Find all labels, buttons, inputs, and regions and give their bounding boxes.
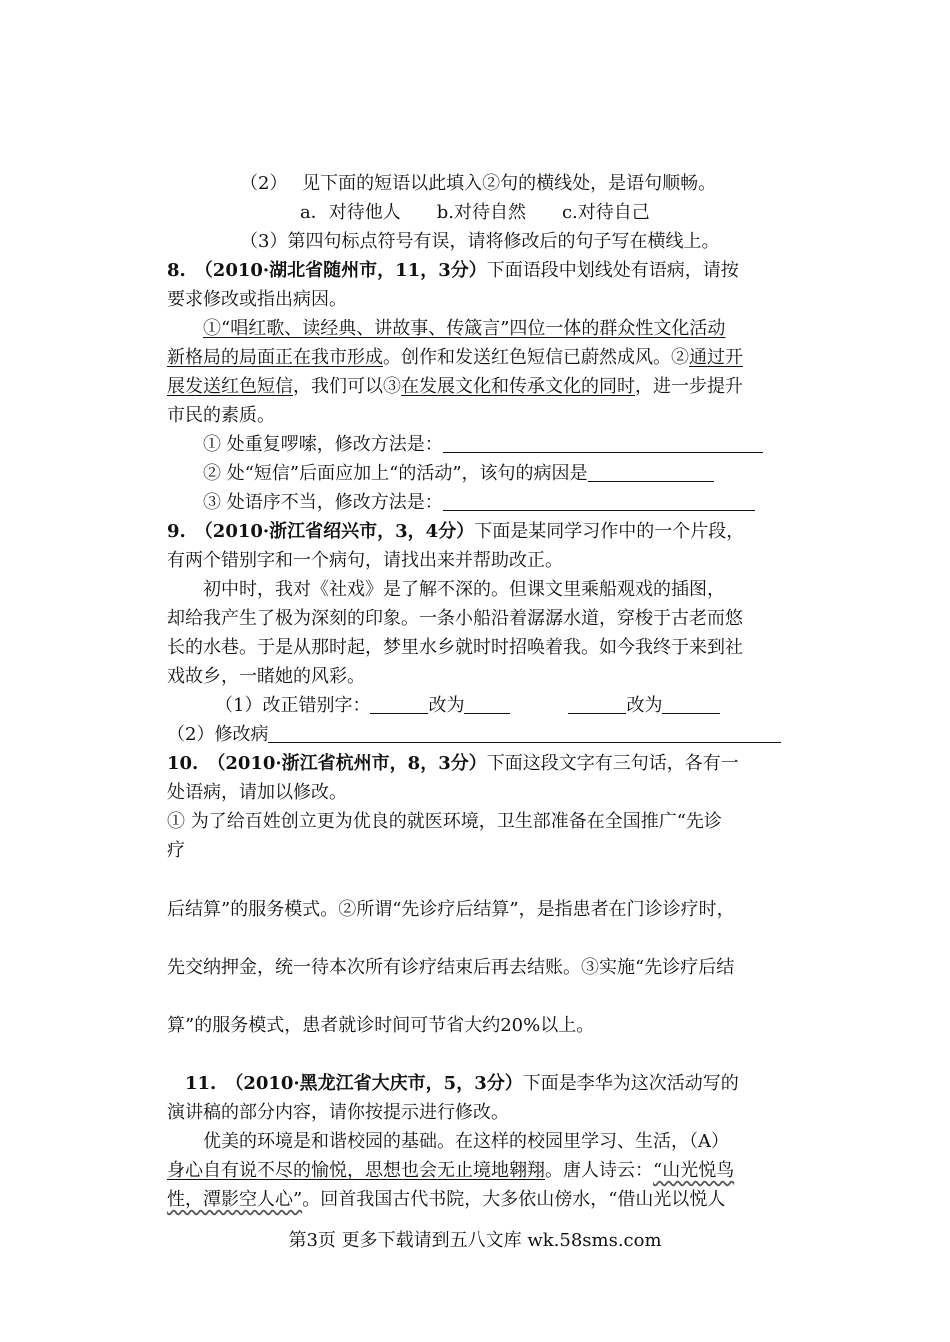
q9-passage-line-3: 长的水巷。于是从那时起，梦里水乡就时时招唤着我。如今我终于来到社	[167, 637, 743, 658]
q9-sub2	[167, 723, 781, 747]
answer-blank[interactable]	[568, 695, 626, 714]
q10-title-line	[167, 752, 739, 776]
q11-title-line	[185, 1072, 739, 1096]
q9-passage-line-2: 却给我产生了极为深刻的印象。一条小船沿着潺潺水道，穿梭于古老而悠	[167, 608, 743, 629]
q11-passage-text: 。唐人诗云：	[545, 1160, 653, 1181]
q8-underlined-phrase-2b: 展发送红色短信	[167, 376, 293, 397]
answer-blank[interactable]	[443, 492, 755, 511]
answer-blank[interactable]	[464, 695, 510, 714]
q10-sentence-line-3: 后结算”的服务模式。②所谓“先诊疗后结算”，是指患者在门诊诊疗时，	[167, 899, 735, 920]
q11-underlined-sentence-a: 身心自有说不尽的愉悦，思想也会无止境地翱翔	[167, 1160, 545, 1181]
q8-passage-line-3	[167, 375, 743, 399]
q8-underlined-phrase-2: 通过开	[689, 347, 743, 368]
q8-answer-2	[203, 462, 714, 486]
q10-sentence-line-2: 疗	[167, 840, 185, 861]
q8-answer-1-label: ① 处重复啰嗦，修改方法是：	[203, 434, 443, 455]
q7-sub3: （3）第四句标点符号有误，请将修改后的句子写在横线上。	[240, 231, 720, 252]
answer-blank[interactable]	[443, 434, 763, 453]
q7-options: a．对待他人 b.对待自然 c.对待自己	[300, 202, 650, 223]
q8-passage-line-4: 市民的素质。	[167, 405, 275, 426]
q11-passage-line-2	[167, 1159, 734, 1183]
q10-sentence-line-1: ① 为了给百姓创立更为优良的就医环境，卫生部准备在全国推广“先诊	[167, 811, 722, 832]
q10-prompt: 下面这段文字有三句话，各有一	[486, 753, 739, 774]
q8-passage-line-2	[167, 346, 743, 370]
q9-prompt: 下面是某同学习作中的一个片段，	[474, 521, 745, 542]
q10-sentence-line-4: 先交纳押金，统一待本次所有诊疗结束后再去结账。③实施“先诊疗后结	[167, 957, 735, 978]
q8-passage-text: 。创作和发送红色短信已蔚然成风。②	[383, 347, 689, 368]
q9-passage-line-1: 初中时，我对《社戏》是了解不深的。但课文里乘船观戏的插图，	[203, 579, 725, 600]
q11-wavy-quote: “山光悦鸟	[653, 1160, 735, 1181]
q10-prompt-cont: 处语病，请加以修改。	[167, 782, 347, 803]
q11-prompt-cont: 演讲稿的部分内容，请你按提示进行修改。	[167, 1102, 509, 1123]
page-footer: 第3页 更多下载请到五八文库 wk.58sms.com	[288, 1230, 662, 1251]
q11-wavy-quote-cont: 性，潭影空人心”	[167, 1189, 303, 1210]
q9-title-line	[167, 520, 744, 544]
q8-title-line	[167, 259, 739, 283]
q9-sub1	[215, 694, 720, 718]
q8-answer-1	[203, 433, 763, 457]
q10-heading: 10. （2010·浙江省杭州市，8，3分）	[167, 753, 487, 774]
q9-change-to-label: 改为	[626, 695, 663, 716]
q8-answer-3-label: ③ 处语序不当，修改方法是：	[203, 492, 443, 513]
q9-sub1-label: （1）改正错别字：	[215, 695, 371, 716]
q11-prompt: 下面是李华为这次活动写的	[522, 1073, 739, 1094]
q9-change-to-label: 改为	[428, 695, 465, 716]
q7-sub2: （2） 见下面的短语以此填入②句的横线处，是语句顺畅。	[240, 173, 717, 194]
q8-underlined-phrase-1b: 新格局的局面正在我市形成	[167, 347, 383, 368]
q11-passage-line-3	[167, 1188, 725, 1212]
q8-passage-text: ，进一步提升	[635, 376, 743, 397]
q8-heading: 8. （2010·湖北省随州市，11，3分）	[167, 260, 487, 281]
q11-passage-line-1: 优美的环境是和谐校园的基础。在这样的校园里学习、生活，（A）	[203, 1131, 729, 1152]
q8-passage-text: ，我们可以③	[293, 376, 401, 397]
q8-underlined-phrase-3: 在发展文化和传承文化的同时	[401, 376, 635, 397]
q8-underlined-phrase-1: ①“唱红歌、读经典、讲故事、传箴言”四位一体的群众性文化活动	[203, 318, 726, 339]
q8-answer-3	[203, 491, 755, 515]
answer-blank[interactable]	[268, 724, 781, 743]
q9-sub2-label: （2）修改病	[167, 724, 269, 745]
q9-prompt-cont: 有两个错别字和一个病句，请找出来并帮助改正。	[167, 550, 563, 571]
q9-passage-line-4: 戏故乡，一睹她的风彩。	[167, 666, 365, 687]
q11-passage-text: 。回首我国古代书院，大多依山傍水，“借山光以悦人	[302, 1189, 726, 1210]
q10-sentence-line-5: 算”的服务模式，患者就诊时间可节省大约20%以上。	[167, 1015, 595, 1036]
q8-answer-2-label: ② 处“短信”后面应加上“的活动”，该句的病因是	[203, 463, 588, 484]
q8-passage-line-1	[203, 317, 725, 341]
q8-prompt: 下面语段中划线处有语病，请按	[486, 260, 739, 281]
q8-prompt-cont: 要求修改或指出病因。	[167, 289, 347, 310]
answer-blank[interactable]	[370, 695, 428, 714]
answer-blank[interactable]	[662, 695, 720, 714]
q11-heading: 11. （2010·黑龙江省大庆市，5，3分）	[185, 1073, 523, 1094]
q9-heading: 9. （2010·浙江省绍兴市，3，4分）	[167, 521, 475, 542]
answer-blank[interactable]	[588, 463, 714, 482]
